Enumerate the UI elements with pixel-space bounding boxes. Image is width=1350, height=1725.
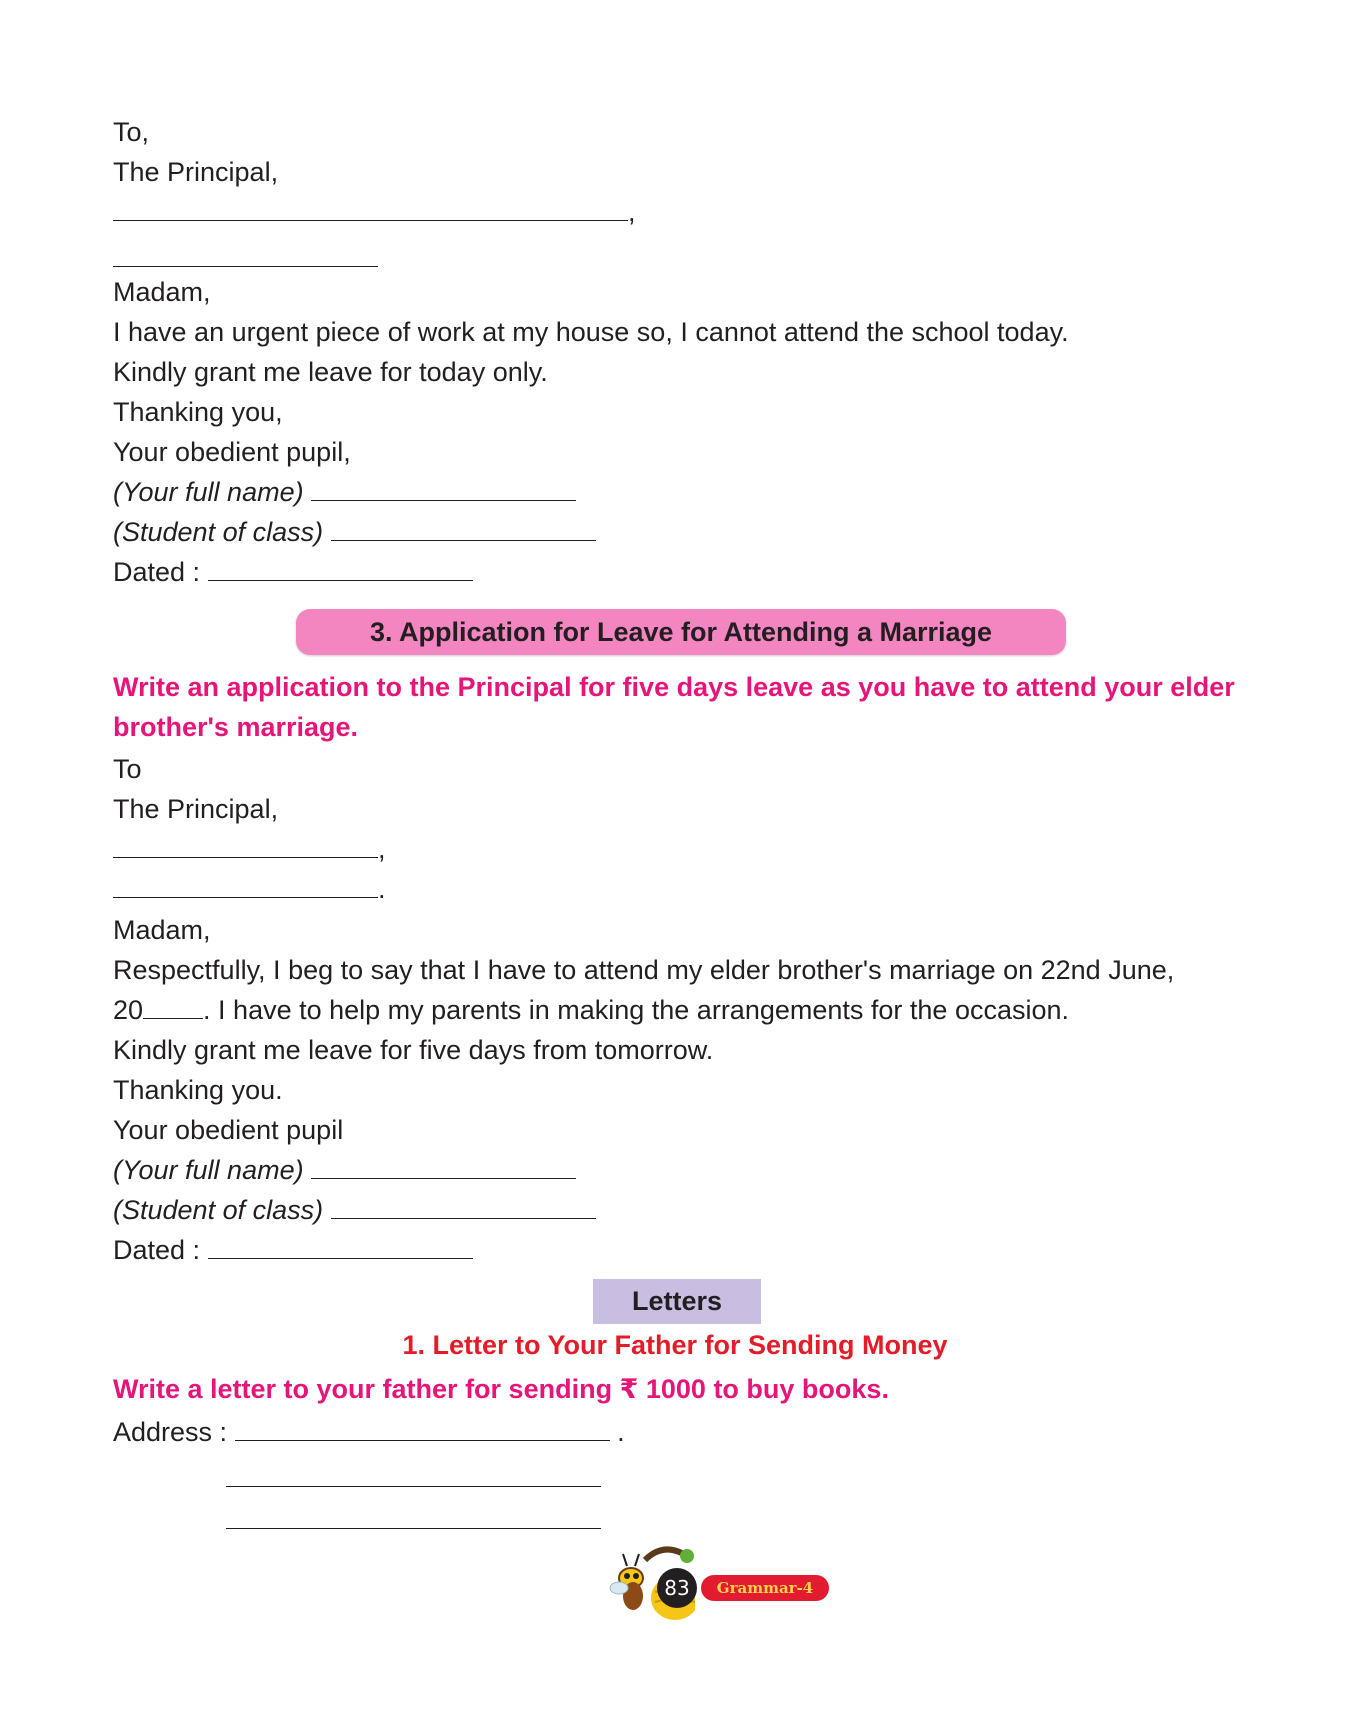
body2-rest: . I have to help my parents in making the arrangements for the occasion. [203, 995, 1070, 1025]
letter2-name-row [113, 1153, 576, 1187]
letter1-dated-row [113, 555, 473, 589]
prompt-after: 1000 to buy books. [638, 1374, 889, 1404]
section3-prompt-line1: Write an application to the Principal for five days leave as you have to attend your elder [113, 672, 1235, 702]
name-label: (Your full name) [113, 477, 304, 507]
book-name-badge: Grammar-4 [701, 1575, 829, 1601]
letter-title: 1. Letter to Your Father for Sending Money [402, 1330, 948, 1360]
letter1-class-row [113, 515, 596, 549]
letter1-closing: Thanking you, [113, 397, 283, 427]
letter2-school-line [113, 832, 386, 866]
class-label: (Student of class) [113, 1195, 324, 1225]
page-number: 83 [657, 1568, 697, 1608]
prompt-before: Write a letter to your father for sending [113, 1374, 620, 1404]
letter2-dated-row [113, 1233, 473, 1267]
class-label: (Student of class) [113, 517, 324, 547]
comma: , [378, 834, 386, 864]
letter1-recipient: The Principal, [113, 157, 279, 187]
letters-prompt [113, 1369, 889, 1409]
letter1-salutation: Madam, [113, 277, 211, 307]
address-label: Address : [113, 1417, 228, 1447]
rupee-icon: ₹ [619, 1374, 639, 1404]
page-footer [605, 1540, 835, 1630]
period: . [617, 1417, 625, 1447]
city-blank[interactable] [113, 875, 378, 898]
name-blank[interactable] [311, 1156, 576, 1179]
letter1-school-line[interactable] [113, 195, 636, 229]
name-blank[interactable] [311, 478, 576, 501]
dated-label: Dated : [113, 1235, 201, 1265]
school-name-blank[interactable] [113, 835, 378, 858]
letter2-sign: Your obedient pupil [113, 1115, 344, 1145]
name-label: (Your full name) [113, 1155, 304, 1185]
school-name-blank[interactable] [113, 198, 628, 221]
address-blank-2[interactable] [226, 1486, 601, 1487]
date-blank[interactable] [208, 558, 473, 581]
section-title-banner: 3. Application for Leave for Attending a Marriage [296, 609, 1066, 655]
letter1-body2: Kindly grant me leave for today only. [113, 357, 548, 387]
section3-prompt-line2: brother's marriage. [113, 712, 359, 742]
letter2-salutation: Madam, [113, 915, 211, 945]
letter2-city-line [113, 872, 386, 906]
address-row [113, 1415, 625, 1449]
letter2-body2 [113, 993, 1069, 1027]
class-blank[interactable] [331, 1196, 596, 1219]
letter1-name-row [113, 475, 576, 509]
year-blank[interactable] [143, 996, 203, 1019]
year-prefix: 20 [113, 995, 144, 1025]
dated-label: Dated : [113, 557, 201, 587]
letter1-to: To, [113, 117, 150, 147]
letter2-closing: Thanking you. [113, 1075, 283, 1105]
date-blank[interactable] [208, 1236, 473, 1259]
city-blank[interactable] [113, 266, 378, 267]
address-blank-3[interactable] [226, 1528, 601, 1529]
comma: , [628, 197, 636, 227]
letter2-body3: Kindly grant me leave for five days from tomorrow. [113, 1035, 714, 1065]
letter2-body1: Respectfully, I beg to say that I have to attend my elder brother's marriage on 22nd June, [113, 955, 1175, 985]
letter2-class-row [113, 1193, 596, 1227]
letters-heading: Letters [593, 1279, 761, 1324]
class-blank[interactable] [331, 518, 596, 541]
letter1-body1: I have an urgent piece of work at my house so, I cannot attend the school today. [113, 317, 1069, 347]
address-blank-1[interactable] [235, 1418, 610, 1441]
letter1-sign: Your obedient pupil, [113, 437, 351, 467]
period: . [378, 874, 386, 904]
letter2-to: To [113, 754, 142, 784]
letter2-recipient: The Principal, [113, 794, 279, 824]
